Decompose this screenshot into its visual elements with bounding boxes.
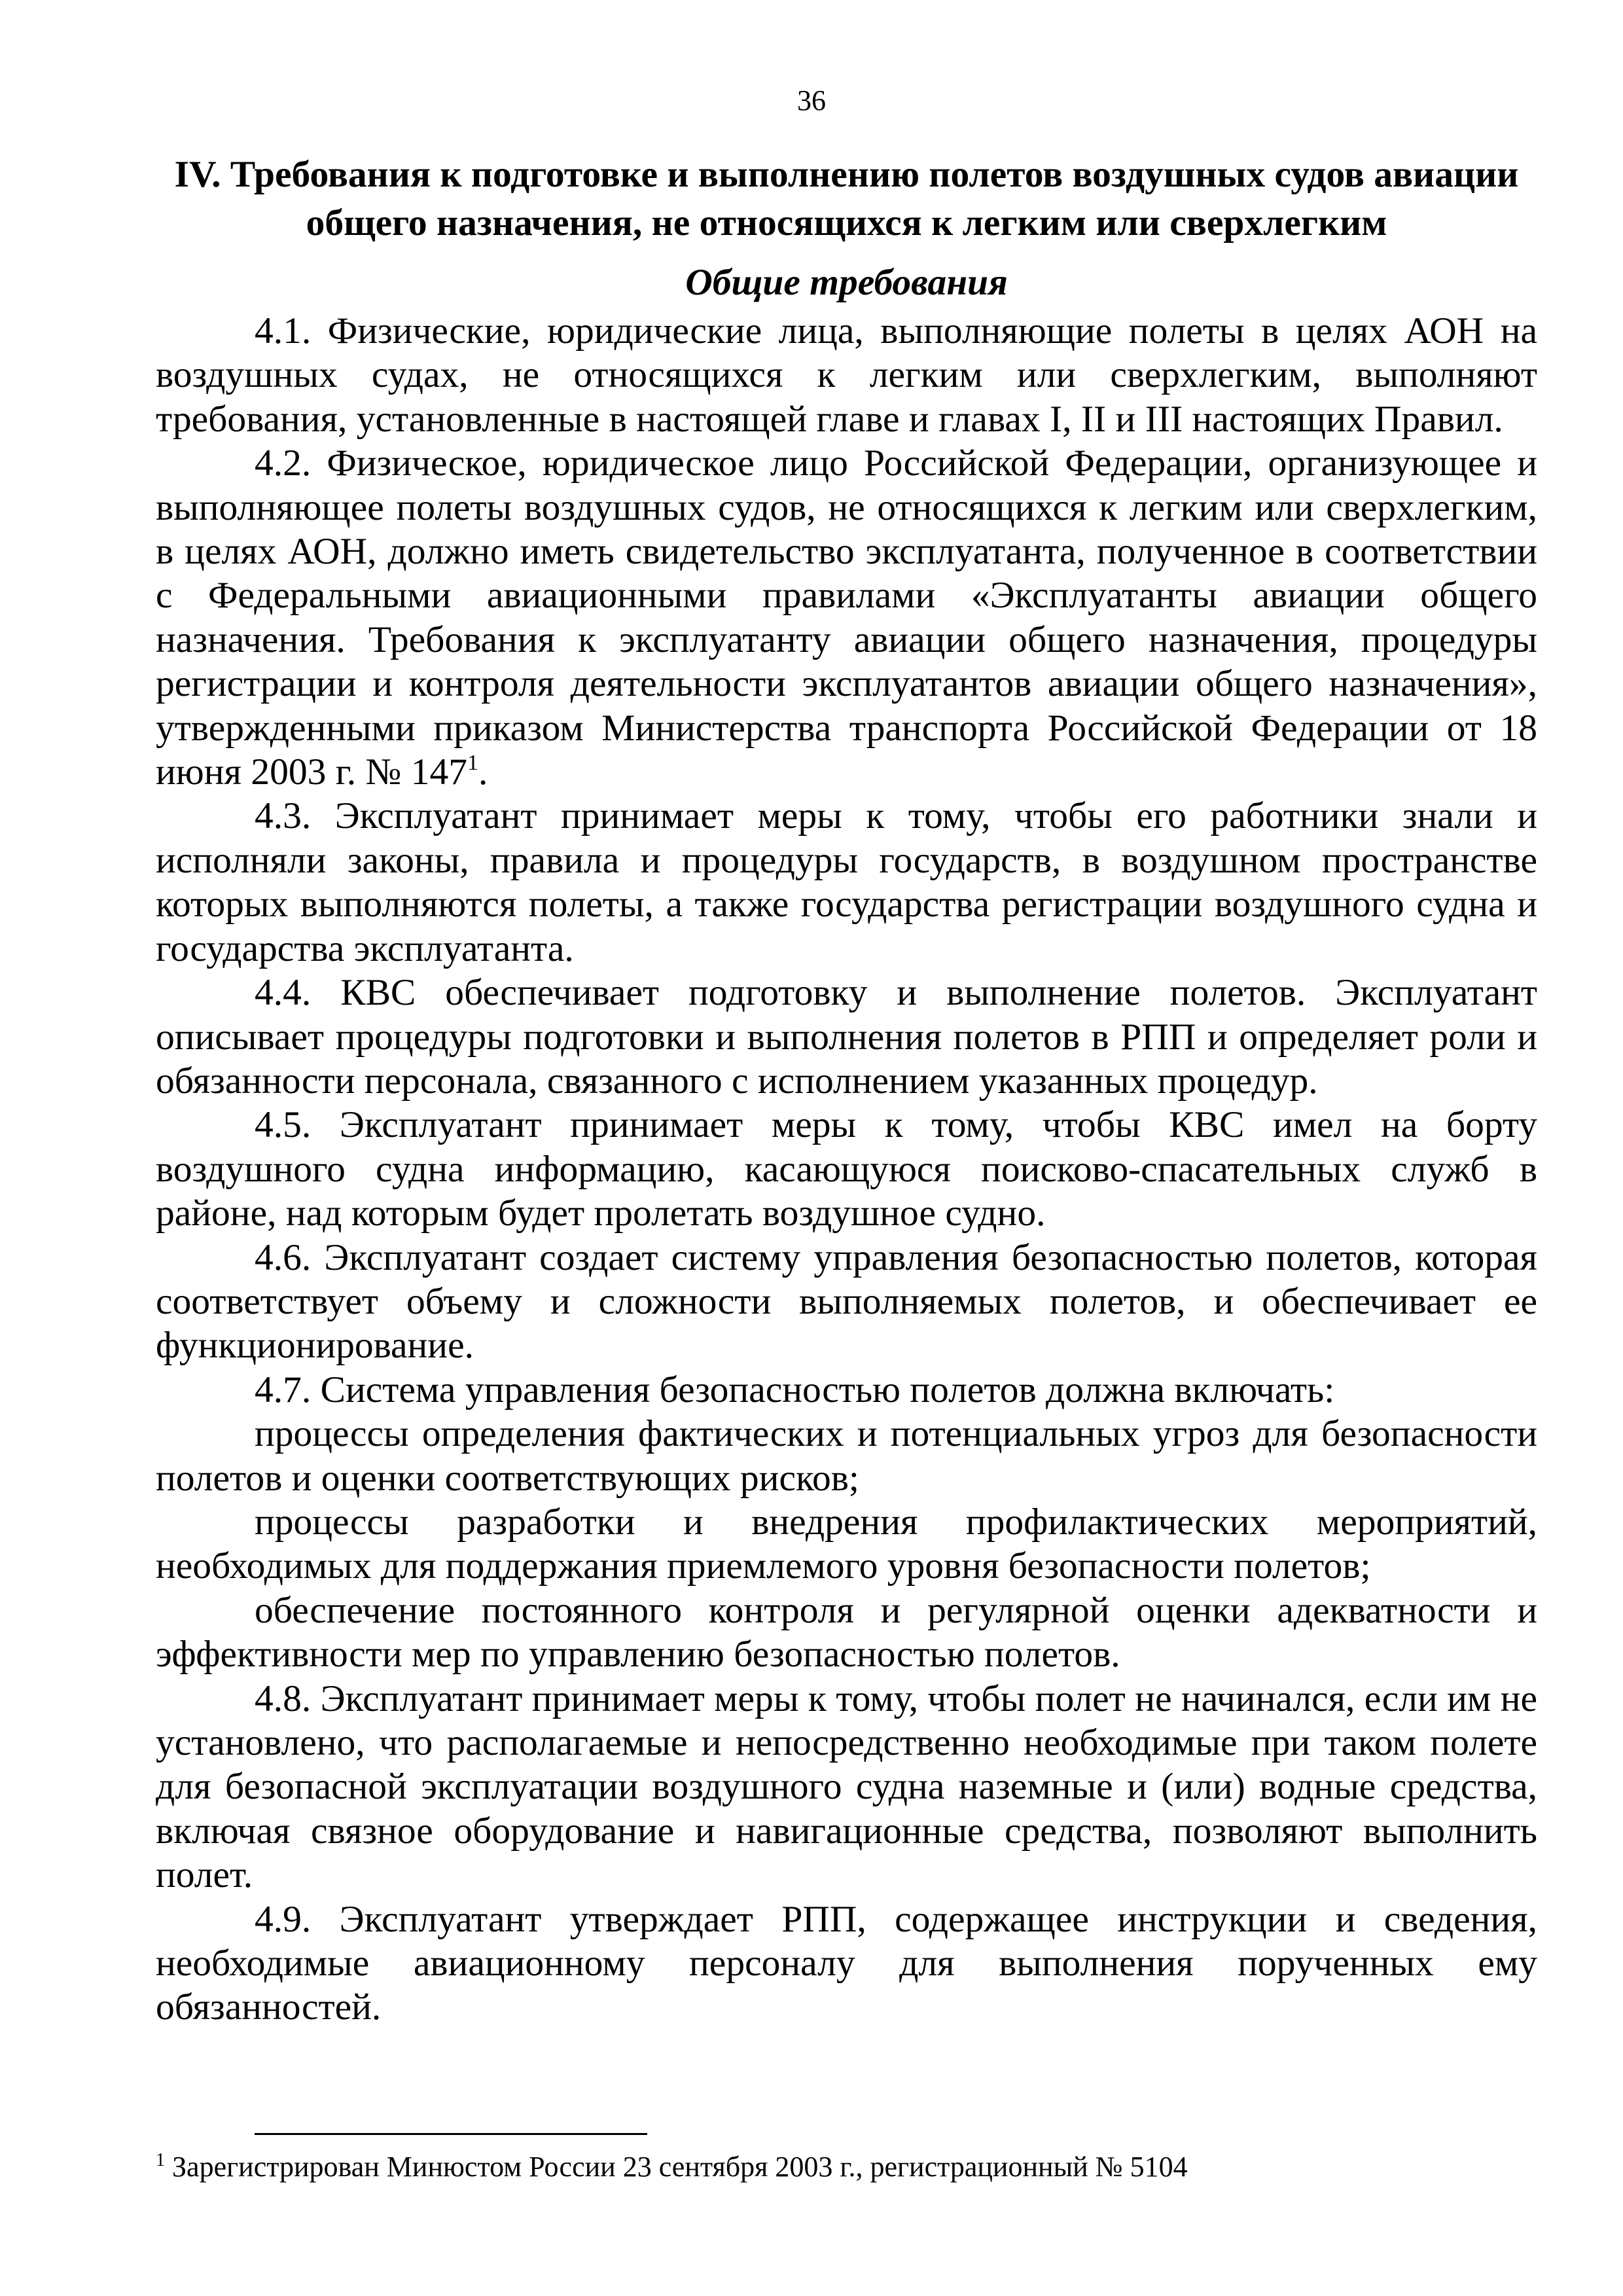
paragraph-4-9: 4.9. Эксплуатант утверждает РПП, содержащее инструкции и сведения, необходимые авиационному персоналу для выполнения порученных ему обязанностей.	[156, 1898, 1537, 2028]
paragraph-4-1: 4.1. Физические, юридические лица, выполняющие полеты в целях АОН на воздушных судах, не относящихся к легким или сверхлегким, выполняют требования, установленные в настоящей главе и главах I, II и III настоящих Правил.	[156, 310, 1537, 440]
paragraph-4-3: 4.3. Эксплуатант принимает меры к тому, чтобы его работники знали и исполняли законы, правила и процедуры государств, в воздушном пространстве которых выполняются полеты, а также государства регистрации воздушного судна и государства эксплуатанта.	[156, 795, 1537, 969]
paragraph-4-7: 4.7. Система управления безопасностью полетов должна включать:	[255, 1369, 1335, 1410]
chapter-title-line: IV. Требования к подготовке и выполнению полетов воздушных судов авиации	[174, 154, 1519, 195]
footnote-reference: 1	[467, 751, 479, 776]
list-item: процессы определения фактических и потенциальных угроз для безопасности полетов и оценки соответствующих рисков;	[156, 1413, 1537, 1499]
paragraph-4-6: 4.6. Эксплуатант создает систему управления безопасностью полетов, которая соответствует объему и сложности выполняемых полетов, и обеспечивает ее функционирование.	[156, 1236, 1537, 1367]
footnote-marker: 1	[156, 2150, 165, 2170]
page-number: 36	[797, 84, 826, 117]
chapter-title-line: общего назначения, не относящихся к легким или сверхлегким	[306, 202, 1387, 243]
list-item: обеспечение постоянного контроля и регулярной оценки адекватности и эффективности мер по управлению безопасностью полетов.	[156, 1589, 1537, 1676]
page-content	[156, 151, 1537, 2030]
paragraph-4-2	[156, 441, 1537, 794]
paragraph-4-4: 4.4. КВС обеспечивает подготовку и выполнение полетов. Эксплуатант описывает процедуры подготовки и выполнения полетов в РПП и определяет роли и обязанности персонала, связанного с исполнением указанных процедур.	[156, 972, 1537, 1102]
paragraph-text: 4.2. Физическое, юридическое лицо Российской Федерации, организующее и выполняющее полеты воздушных судов, не относящихся к легким или сверхлегким, в целях АОН, должно иметь свидетельство эксплуатанта, полученное в соответствии с Федеральными авиационными правилами «Эксплуатанты авиации общего назначения. Требования к эксплуатанту авиации общего назначения, процедуры регистрации и контроля деятельности эксплуатантов авиации общего назначения», утвержденными приказом Министерства транспорта Российской Федерации от 18 июня 2003 г. № 147	[156, 442, 1537, 793]
chapter-title	[156, 151, 1537, 247]
paragraph-tail: .	[478, 751, 488, 793]
footnote	[156, 2150, 1537, 2184]
footnote-separator	[255, 2133, 647, 2135]
paragraph-4-8: 4.8. Эксплуатант принимает меры к тому, чтобы полет не начинался, если им не установлено, что располагаемые и непосредственно необходимые при таком полете для безопасной эксплуатации воздушного судна наземные и (или) водные средства, включая связное оборудование и навигационные средства, позволяют выполнить полет.	[156, 1677, 1537, 1896]
section-title: Общие требования	[685, 262, 1008, 303]
list-item: процессы разработки и внедрения профилактических мероприятий, необходимых для поддержания приемлемого уровня безопасности полетов;	[156, 1501, 1537, 1587]
paragraph-4-5: 4.5. Эксплуатант принимает меры к тому, чтобы КВС имел на борту воздушного судна информацию, касающуюся поисково-спасательных служб в районе, над которым будет пролетать воздушное судно.	[156, 1104, 1537, 1234]
footnote-text: Зарегистрирован Минюстом России 23 сентября 2003 г., регистрационный № 5104	[172, 2151, 1188, 2183]
